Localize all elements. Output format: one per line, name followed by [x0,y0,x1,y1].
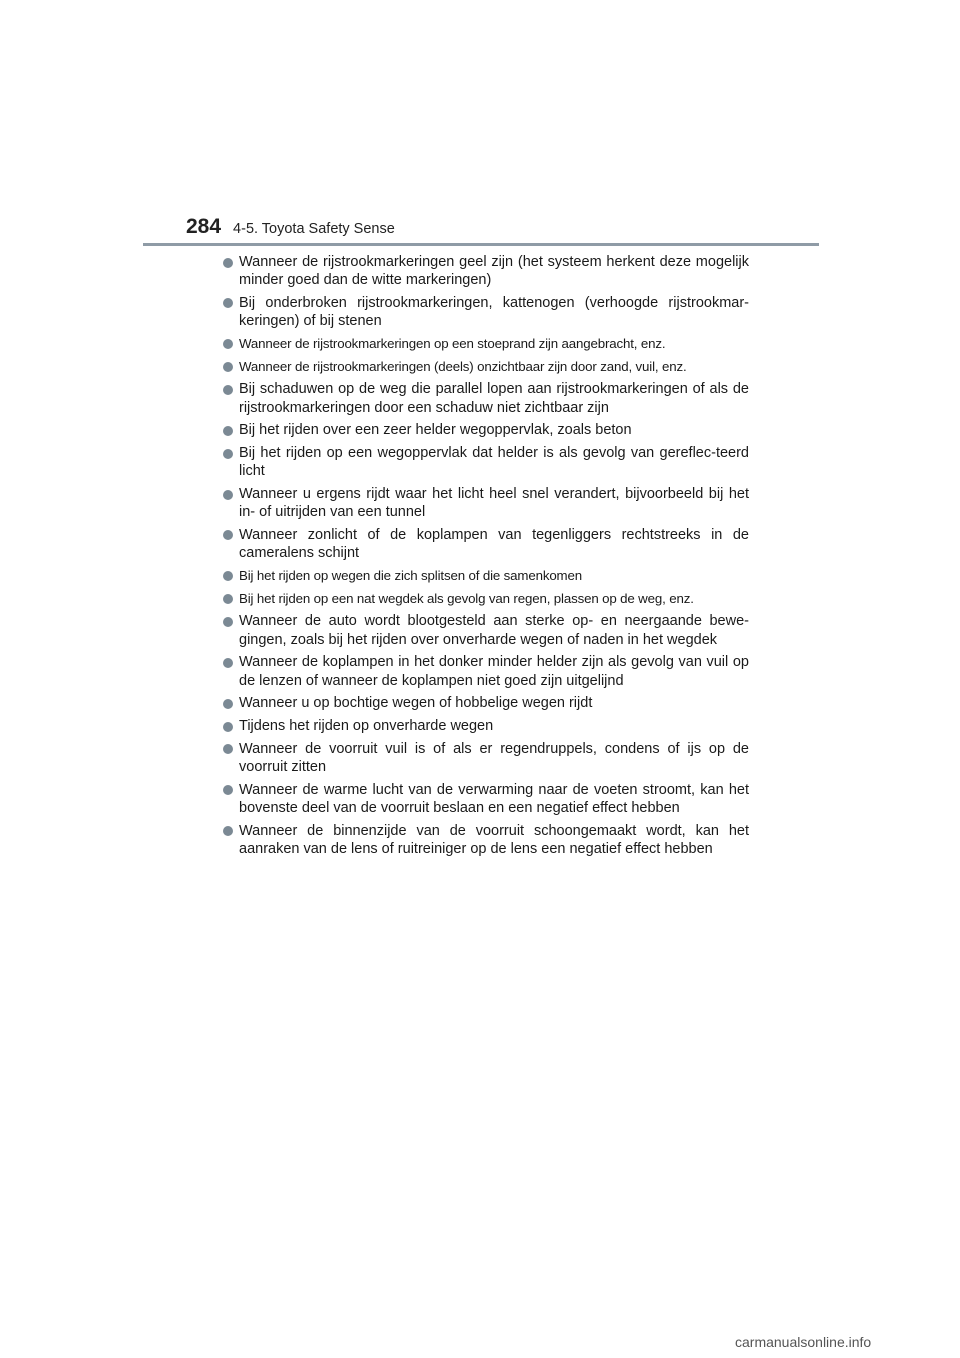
condition-list [222,253,749,863]
bullet-icon [223,571,233,581]
page-number: 284 [186,215,222,238]
list-item [222,253,749,290]
list-item-text: Wanneer de koplampen in het donker minder helder zijn als gevolg van vuil op de lenzen of wanneer de koplampen niet goed zijn uitgelijnd [239,654,749,689]
bullet-icon [223,617,233,627]
bullet-icon [223,362,233,372]
section-title: 4-5. Toyota Safety Sense [233,221,395,237]
header-divider [143,243,819,246]
list-item [222,421,749,439]
watermark-link[interactable]: carmanualsonline.info [735,1334,872,1350]
list-item-text: Tijdens het rijden op onverharde wegen [239,718,494,734]
list-item-text: Wanneer de rijstrookmarkeringen op een stoeprand zijn aangebracht, enz. [239,335,666,351]
bullet-icon [223,785,233,795]
bullet-icon [223,449,233,459]
list-item [222,694,749,712]
bullet-icon [223,530,233,540]
list-item [222,444,749,481]
page-header [186,215,395,239]
list-item [222,717,749,735]
list-item-text: Bij het rijden op een nat wegdek als gevolg van regen, plassen op de weg, enz. [239,590,694,606]
bullet-icon [223,658,233,668]
list-item [222,612,749,649]
list-item [222,590,749,608]
list-item-text: Bij het rijden op een wegoppervlak dat helder is als gevolg van gereflec-teerd licht [239,445,749,480]
list-item [222,485,749,522]
list-item [222,294,749,331]
bullet-icon [223,385,233,395]
bullet-icon [223,744,233,754]
list-item [222,740,749,777]
list-item-text: Bij het rijden over een zeer helder wegoppervlak, zoals beton [239,422,632,439]
list-item-text: Wanneer zonlicht of de koplampen van tegenliggers rechtstreeks in de cameralens schijnt [239,526,749,562]
list-item-text: Wanneer de voorruit vuil is of als er regendruppels, condens of ijs op de voorruit zitten [239,740,749,775]
list-item [222,781,749,818]
list-item [222,380,749,417]
list-item [222,822,749,859]
bullet-icon [223,594,233,604]
list-item-text: Wanneer de rijstrookmarkeringen geel zijn (het systeem herkent deze mogelijk minder goed dan de witte markeringen) [239,254,749,289]
list-item-text: Bij schaduwen op de weg die parallel lopen aan rijstrookmarkeringen of als de rijstrookmarkeringen door een schaduw niet zichtbaar zijn [239,381,749,416]
list-item-text: Wanneer de auto wordt blootgesteld aan sterke op- en neergaande bewe-gingen, zoals bij het rijden over onverharde wegen of naden in het wegdek [239,613,749,648]
list-item-text: Wanneer de rijstrookmarkeringen (deels) onzichtbaar zijn door zand, vuil, enz. [239,358,687,374]
bullet-icon [223,258,233,268]
bullet-icon [223,722,233,732]
list-item [222,526,749,563]
list-item-text: Wanneer de binnenzijde van de voorruit schoongemaakt wordt, kan het aanraken van de lens of ruitreiniger op de lens een negatief effect hebben [239,822,749,857]
list-item-text: Bij onderbroken rijstrookmarkeringen, kattenogen (verhoogde rijstrookmar-keringen) of bij stenen [239,294,749,330]
list-item-text: Wanneer u ergens rijdt waar het licht heel snel verandert, bijvoorbeeld bij het in- of uitrijden van een tunnel [239,486,749,521]
bullet-icon [223,298,233,308]
list-item-text: Wanneer de warme lucht van de verwarming naar de voeten stroomt, kan het bovenste deel van de voorruit beslaan en een negatief effect hebben [239,781,749,816]
list-item [222,335,749,353]
bullet-icon [223,426,233,436]
bullet-icon [223,490,233,500]
bullet-icon [223,826,233,836]
list-item [222,567,749,585]
list-item [222,358,749,376]
bullet-icon [223,699,233,709]
list-item-text: Bij het rijden op wegen die zich splitsen of die samenkomen [239,567,582,583]
list-item [222,653,749,690]
list-item-text: Wanneer u op bochtige wegen of hobbelige wegen rijdt [239,695,593,712]
bullet-icon [223,339,233,349]
